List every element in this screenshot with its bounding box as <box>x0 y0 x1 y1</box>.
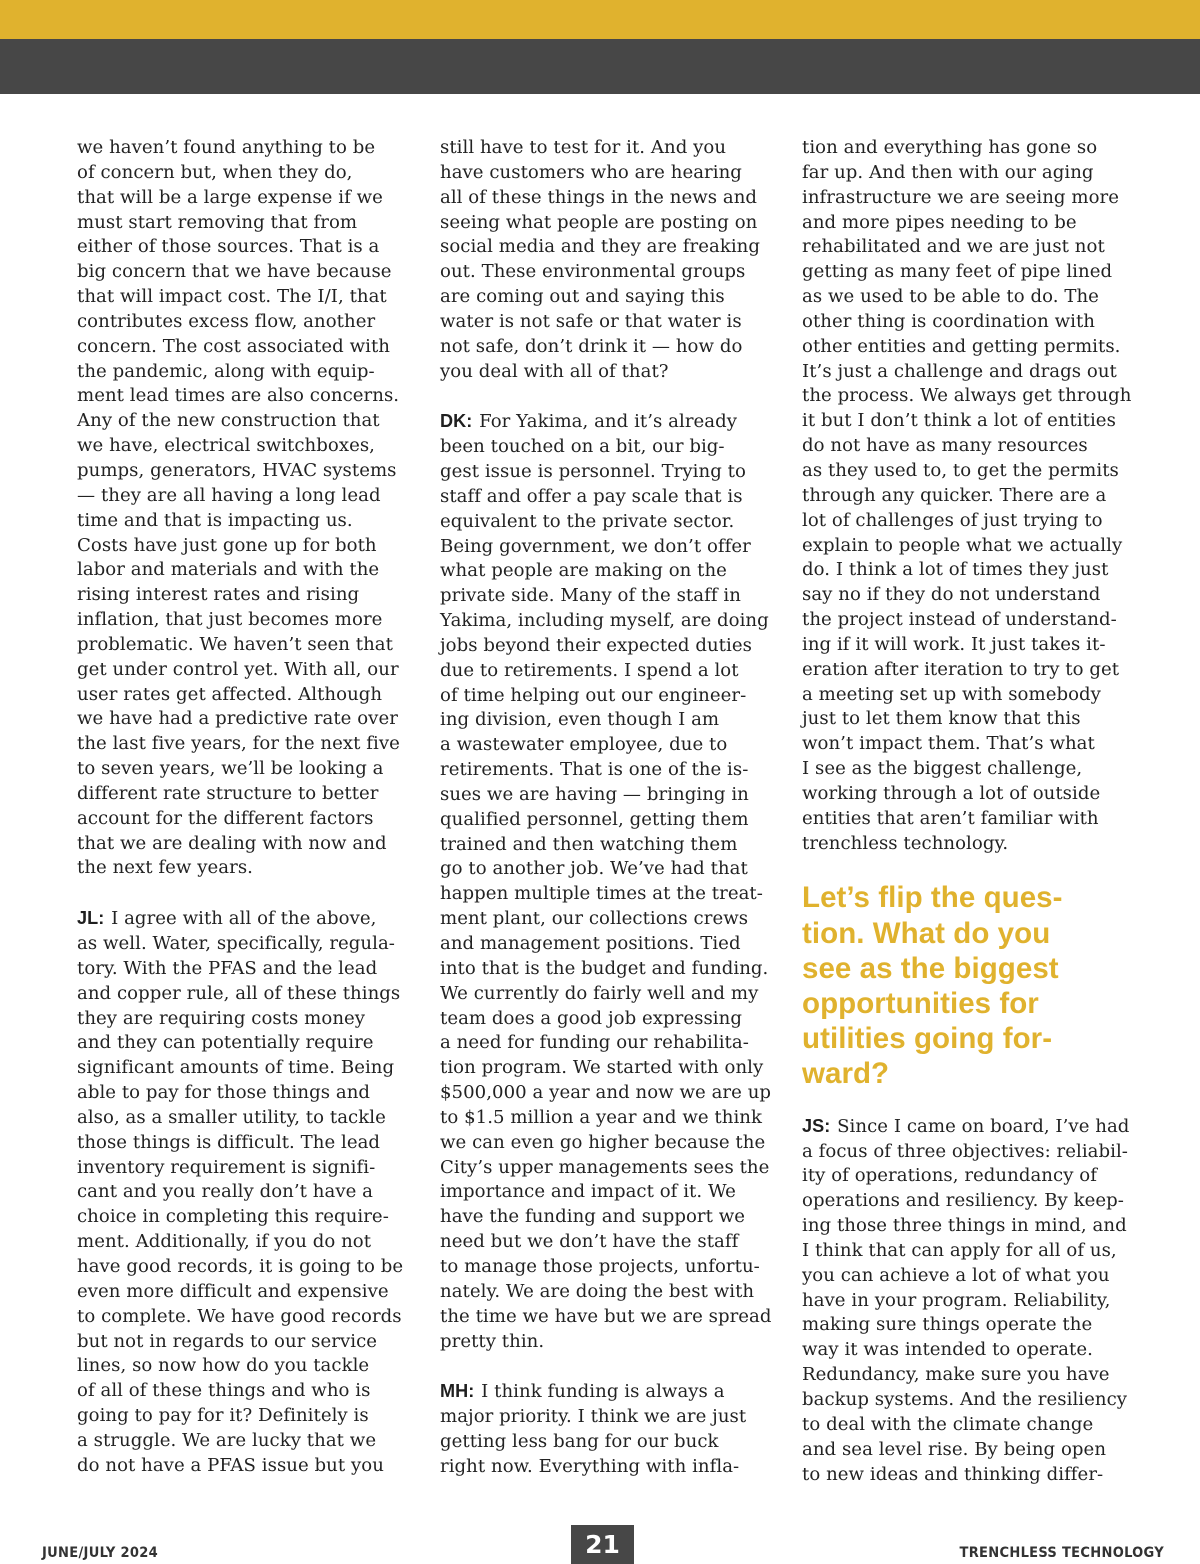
text-line: of all of these things and who is <box>77 1380 371 1402</box>
text-line: not safe, don’t drink it — how do <box>440 335 743 357</box>
text-line: right now. Everything with infla- <box>440 1455 740 1477</box>
text-line: you can achieve a lot of what you <box>802 1264 1110 1286</box>
article-column-1 <box>77 136 407 1479</box>
text-line: to complete. We have good records <box>77 1305 402 1327</box>
text-line: private side. Many of the staff in <box>440 585 741 607</box>
text-line: all of these things in the news and <box>440 186 758 208</box>
text-line: we have had a predictive rate over <box>77 708 398 730</box>
text-line: and they can potentially require <box>77 1032 374 1054</box>
text-line: utilities going for- <box>802 1022 1053 1056</box>
text-line: into that is the budget and funding. <box>440 957 769 979</box>
text-line: big concern that we have because <box>77 261 392 283</box>
header-gray-band <box>0 39 1200 94</box>
text-line: and more pipes needing to be <box>802 211 1077 233</box>
text-line: cant and you really don’t have a <box>77 1181 373 1203</box>
text-line: nately. We are doing the best with <box>440 1280 755 1302</box>
text-line: have good records, it is going to be <box>77 1255 404 1277</box>
speaker-dk: DK: <box>440 411 473 432</box>
text-line: and management positions. Tied <box>440 933 741 954</box>
text-line: explain to people what we actually <box>802 534 1123 556</box>
text-line: able to pay for those things and <box>77 1082 371 1104</box>
text-line: a meeting set up with somebody <box>802 683 1101 705</box>
text-line: and sea level rise. By being open <box>802 1438 1107 1460</box>
text-line: a focus of three objectives: reliabil- <box>802 1140 1128 1162</box>
text-line: have the funding and support we <box>440 1206 746 1228</box>
text-line: and copper rule, all of these things <box>77 982 401 1004</box>
text-line: been touched on a bit, our big- <box>440 436 725 458</box>
issue-date: JUNE/JULY 2024 <box>42 1545 159 1561</box>
text-line: team does a good job expressing <box>440 1007 742 1029</box>
text-line: ity of operations, redundancy of <box>802 1165 1097 1187</box>
text-line: see as the biggest <box>802 951 1059 985</box>
text-line: still have to test for it. And you <box>440 137 727 158</box>
text-line: that we are dealing with now and <box>77 832 387 854</box>
page-number: 21 <box>571 1525 634 1564</box>
text-line: a struggle. We are lucky that we <box>77 1429 377 1451</box>
text-line: staff and offer a pay scale that is <box>440 485 743 507</box>
text-line: jobs beyond their expected duties <box>440 634 752 656</box>
text-line: sues we are having — bringing in <box>440 783 749 805</box>
text-line: of concern but, when they do, <box>77 161 353 183</box>
paragraph-mh: MH: I think funding is always a major priority. I think we are just getting less bang for our buck right now. Everything with infla- <box>440 1379 770 1479</box>
text-line: as well. Water, specifically, regula- <box>77 933 395 954</box>
text-line: we have, electrical switchboxes, <box>77 435 375 457</box>
text-line: say no if they do not understand <box>802 584 1101 606</box>
text-line: ment plant, our collections crews <box>440 908 749 930</box>
text-line: a need for funding our rehabilita- <box>440 1032 749 1054</box>
text-line: ment lead times are also concerns. <box>77 385 400 407</box>
text-line: must start removing that from <box>77 211 358 233</box>
text-line: lines, so now how do you tackle <box>77 1355 370 1377</box>
text-line: City’s upper managements sees the <box>440 1156 770 1178</box>
text-line: significant amounts of time. Being <box>77 1057 395 1079</box>
paragraph-1 <box>440 136 770 384</box>
text-line: the process. We always get through <box>802 385 1132 407</box>
text-line: $500,000 a year and now we are up <box>440 1082 772 1104</box>
text-line: ing if it will work. It just takes it- <box>802 633 1106 655</box>
text-line: Redundancy, make sure you have <box>802 1364 1110 1386</box>
text-line: I see as the biggest challenge, <box>802 758 1083 780</box>
text-line: a wastewater employee, due to <box>440 734 728 756</box>
text-line: far up. And then with our aging <box>802 161 1094 183</box>
text-line: we can even go higher because the <box>440 1131 766 1153</box>
text-line: backup systems. And the resiliency <box>802 1388 1128 1410</box>
text-line: you deal with all of that? <box>440 360 669 382</box>
text-line: retirements. That is one of the is- <box>440 759 749 781</box>
text-line: trained and then watching them <box>440 833 738 855</box>
text-line: due to retirements. I spend a lot <box>440 659 739 681</box>
text-line: choice in completing this require- <box>77 1206 389 1228</box>
text-line: that will be a large expense if we <box>77 186 383 208</box>
text-line: infrastructure we are seeing more <box>802 186 1119 208</box>
text-line: they are requiring costs money <box>77 1007 366 1029</box>
text-line: ment. Additionally, if you do not <box>77 1231 372 1253</box>
text-line: either of those sources. That is a <box>77 236 380 258</box>
text-line: as we used to be able to do. The <box>802 286 1099 308</box>
text-line: also, as a smaller utility, to tackle <box>77 1106 386 1128</box>
speaker-jl: JL: <box>77 908 105 929</box>
text-line: but not in regards to our service <box>77 1330 378 1352</box>
text-line: tory. With the PFAS and the lead <box>77 957 378 979</box>
text-line: the pandemic, along with equip- <box>77 360 375 382</box>
text-line: lot of challenges of just trying to <box>802 509 1103 531</box>
text-line: it but I don’t think a lot of entities <box>802 410 1116 432</box>
text-line: do not have a PFAS issue but you <box>77 1454 384 1476</box>
text-line: tion and everything has gone so <box>802 137 1098 158</box>
text-line: time and that is impacting us. <box>77 509 353 531</box>
article-column-3 <box>802 136 1132 1487</box>
text-line: Any of the new construction that <box>77 410 380 432</box>
text-line: do. I think a lot of times they just <box>802 559 1109 581</box>
text-line: working through a lot of outside <box>802 782 1101 804</box>
text-line: different rate structure to better <box>77 782 379 804</box>
text-line: entities that aren’t familiar with <box>802 807 1099 829</box>
paragraph-1 <box>802 136 1132 856</box>
text-line: won’t impact them. That’s what <box>802 733 1095 755</box>
text-line: we haven’t found anything to be <box>77 137 376 158</box>
publication-name: TRENCHLESS TECHNOLOGY <box>959 1545 1164 1561</box>
text-line: rehabilitated and we are just not <box>802 236 1105 258</box>
text-line: contributes excess flow, another <box>77 310 376 332</box>
text-line: I think that can apply for all of us, <box>802 1239 1117 1261</box>
text-line: Let’s flip the ques- <box>802 881 1063 915</box>
text-line: the next few years. <box>77 857 253 879</box>
text-line: what people are making on the <box>440 560 727 582</box>
text-line: importance and impact of it. We <box>440 1181 736 1203</box>
text-line: It’s just a challenge and drags out <box>802 360 1117 382</box>
text-line: eration after iteration to try to get <box>802 658 1120 680</box>
text-line: way it was intended to operate. <box>802 1339 1093 1361</box>
text-line: account for the different factors <box>77 807 374 829</box>
text-line: to $1.5 million a year and we think <box>440 1106 763 1128</box>
text-line: gest issue is personnel. Trying to <box>440 460 746 482</box>
text-line: Being government, we don’t offer <box>440 535 751 557</box>
text-line: that will impact cost. The I/I, that <box>77 286 387 308</box>
text-line: even more difficult and expensive <box>77 1280 389 1302</box>
text-line: Costs have just gone up for both <box>77 534 377 556</box>
text-line: pumps, generators, HVAC systems <box>77 459 397 481</box>
text-line: to seven years, we’ll be looking a <box>77 758 384 780</box>
text-line: ward? <box>802 1057 890 1091</box>
text-line: water is not safe or that water is <box>440 310 742 332</box>
paragraph-jl: JL: I agree with all of the above, as well. Water, specifically, regula- tory. With the PFAS and the lead and copper rule, all of these things they are requiring costs money and they can potentially require significant amounts of time. Being able to pay for those things and also, as a smaller utility, to tackle those things is difficult. The lead inventory requirement is signifi- cant and you really don’t have a choice in completing this require- ment. Additionally, if you do not have good records, it is going to be even more difficult and expensive to complete. We have good records but not in regards to our service lines, so now how do you tackle of all of these things and who is going to pay for it? Definitely is a struggle. We are lucky that we do not have a PFAS issue but you <box>77 906 407 1478</box>
text-line: user rates get affected. Although <box>77 683 383 705</box>
text-line: other thing is coordination with <box>802 310 1095 332</box>
text-line: as they used to, to get the permits <box>802 459 1119 481</box>
header-gold-band <box>0 0 1200 39</box>
text-line: go to another job. We’ve had that <box>440 858 748 880</box>
text-line: happen multiple times at the treat- <box>440 883 763 905</box>
text-line: need but we don’t have the staff <box>440 1231 739 1253</box>
text-line: Yakima, including myself, are doing <box>440 610 769 632</box>
text-line: to deal with the climate change <box>802 1413 1094 1435</box>
paragraph-js: JS: Since I came on board, I’ve had a focus of three objectives: reliabil- ity of operations, redundancy of operations and resiliency. By keep- ing those three things in mind, and I think that can apply for all of us, you can achieve a lot of what you have in your program. Reliability, making sure things operate the way it was intended to operate. Redundancy, make sure you have backup systems. And the resiliency to deal with the climate change and sea level rise. By being open to new ideas and thinking differ- <box>802 1114 1132 1488</box>
text-line: the time we have but we are spread <box>440 1305 772 1327</box>
text-line: concern. The cost associated with <box>77 335 390 357</box>
text-line: ing those three things in mind, and <box>802 1215 1127 1237</box>
text-line: getting as many feet of pipe lined <box>802 261 1113 283</box>
text-line: going to pay for it? Definitely is <box>77 1405 369 1427</box>
text-line: inventory requirement is signifi- <box>77 1156 376 1178</box>
text-line: to manage those projects, unfortu- <box>440 1255 760 1277</box>
text-line: rising interest rates and rising <box>77 584 360 606</box>
text-line: operations and resiliency. By keep- <box>802 1190 1124 1212</box>
text-line: through any quicker. There are a <box>802 484 1107 506</box>
text-line: getting less bang for our buck <box>440 1430 719 1452</box>
text-line: tion. What do you <box>802 916 1051 950</box>
text-line: have in your program. Reliability, <box>802 1289 1111 1311</box>
text-line: seeing what people are posting on <box>440 211 758 233</box>
text-line: have customers who are hearing <box>440 161 742 183</box>
article-column-2 <box>440 136 770 1480</box>
text-line: inflation, that just becomes more <box>77 609 383 631</box>
text-line: qualified personnel, getting them <box>440 808 749 830</box>
text-line: opportunities for <box>802 987 1039 1021</box>
speaker-js: JS: <box>802 1115 831 1136</box>
text-line: out. These environmental groups <box>440 261 746 283</box>
text-line: those things is difficult. The lead <box>77 1131 381 1153</box>
text-line: making sure things operate the <box>802 1314 1093 1336</box>
text-line: just to let them know that this <box>802 708 1081 730</box>
text-line: other entities and getting permits. <box>802 335 1121 357</box>
text-line: tion program. We started with only <box>440 1057 764 1079</box>
paragraph-1 <box>77 136 407 881</box>
speaker-mh: MH: <box>440 1381 475 1402</box>
text-line: are coming out and saying this <box>440 286 725 308</box>
text-line: the last five years, for the next five <box>77 733 400 755</box>
text-line: the project instead of understand- <box>802 609 1117 631</box>
text-line: major priority. I think we are just <box>440 1406 747 1428</box>
text-line: labor and materials and with the <box>77 559 380 581</box>
text-line: social media and they are freaking <box>440 236 761 258</box>
text-line: of time helping out our engineer- <box>440 684 747 706</box>
text-line: trenchless technology. <box>802 832 1009 854</box>
text-line: ing division, even though I am <box>440 709 720 731</box>
text-line: do not have as many resources <box>802 435 1088 457</box>
paragraph-dk: DK: For Yakima, and it’s already been touched on a bit, our big- gest issue is personnel. Trying to staff and offer a pay scale that is equivalent to the private sector. Being government, we don’t offer what people are making on the private side. Many of the staff in Yakima, including myself, are doing jobs beyond their expected duties due to retirements. I spend a lot of time helping out our engineer- ing division, even though I am a wastewater employee, due to retirements. That is one of the is- sues we are having — bringing in qualified personnel, getting them trained and then watching them go to another job. We’ve had that happen multiple times at the treat- ment plant, our collections crews and management positions. Tied into that is the budget and funding. We currently do fairly well and my team does a good job expressing a need for funding our rehabilita- tion program. We started with only $500,000 a year and now we are up to $1.5 million a year and we think we can even go higher because the City’s upper managements sees the importance and impact of it. We have the funding and support we need but we don’t have the staff to manage those projects, unfortu- nately. We are doing the best with the time we have but we are spread pretty thin. <box>440 409 770 1354</box>
text-line: — they are all having a long lead <box>77 484 381 506</box>
text-line: get under control yet. With all, our <box>77 658 399 680</box>
section-heading <box>802 880 1132 1091</box>
text-line: pretty thin. <box>440 1330 545 1352</box>
text-line: We currently do fairly well and my <box>440 982 759 1004</box>
text-line: to new ideas and thinking differ- <box>802 1463 1104 1485</box>
text-line: equivalent to the private sector. <box>440 510 735 532</box>
text-line: problematic. We haven’t seen that <box>77 633 393 655</box>
